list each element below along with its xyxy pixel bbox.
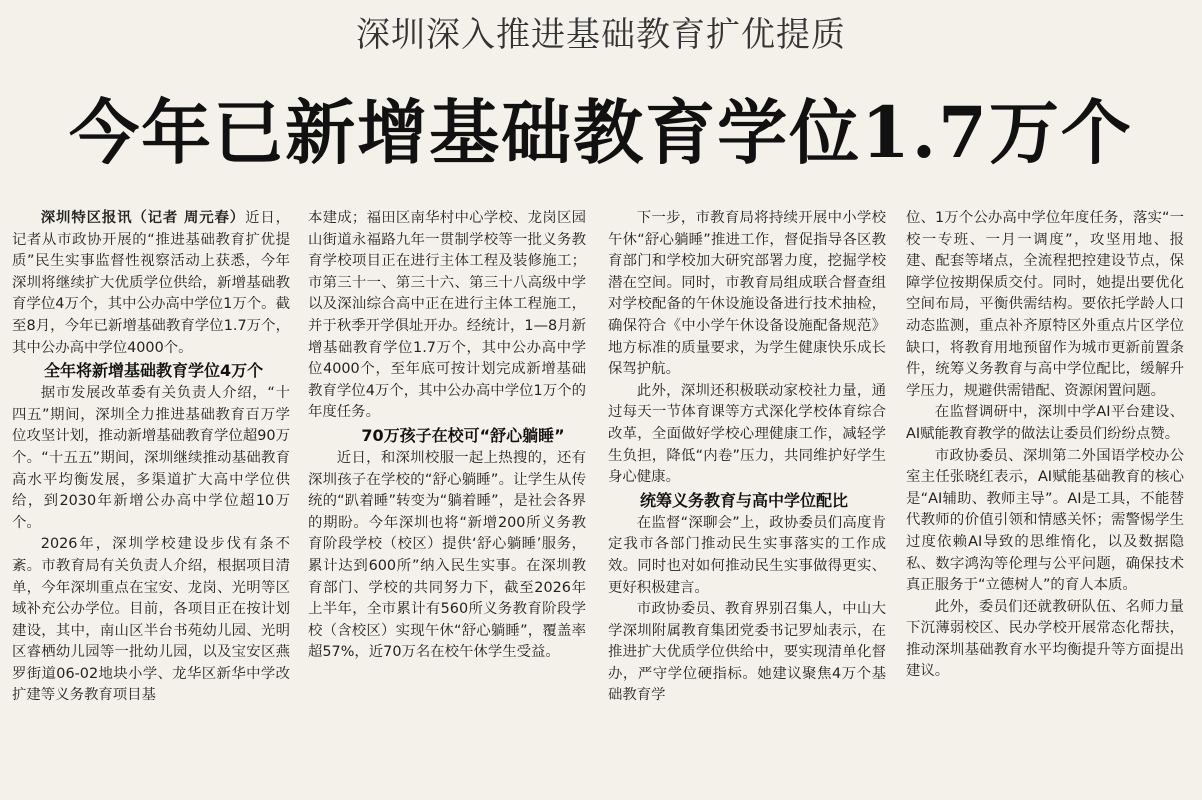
paragraph: 在监督“深聊会”上，政协委员们高度肯定我市各部门推动民生实事落实的工作成效。同时也对如何推动民生实事做得更实、更好积极建言。	[608, 514, 886, 596]
article-byline: 深圳特区报讯（记者 周元春）	[40, 210, 246, 226]
paragraph: 近日，和深圳校服一起上热搜的，还有深圳孩子在学校的“舒心躺睡”。让学生从传统的“趴着睡”转变为“躺着睡”，是社会各界的期盼。今年深圳也将“新增200所义务教育阶段学校（校区）提供‘舒心躺睡’服务，累计达到600所”纳入民生实事。在深圳教育部门、学校的共同努力下，截至2026年上半年，全市累计有560所义务教育阶段学校（含校区）实现午休“舒心躺睡”，覆盖率超57%，近70万名在校午休学生受益。	[308, 449, 586, 661]
article-headline: 今年已新增基础教育学位1.7万个	[69, 91, 1133, 174]
article-column-2	[308, 208, 586, 800]
lead-text: 近日，记者从市政协开展的“推进基础教育扩优提质”民生实事监督性视察活动上获悉，今年深圳将继续扩大优质学位供给，新增基础教育学位4万个，其中公办高中学位1万个。截至8月，今年已新增基础教育学位1.7万个，其中公办高中学位4000个。	[12, 210, 290, 356]
paragraph: 下一步，市教育局将持续开展中小学校午休“舒心躺睡”推进工作，督促指导各区教育部门和学校加大研究部署力度，挖掘学校潜在空间。同时，市教育局组成联合督查组对学校配备的午休设施设备进行技术抽检，确保符合《中小学午休设备设施配备规范》地方标准的质量要求，为学生健康快乐成长保驾护航。	[608, 210, 886, 378]
paragraph: 2026年，深圳学校建设步伐有条不紊。市教育局有关负责人介绍，根据项目清单，今年深圳重点在宝安、龙岗、光明等区域补充公办学位。目前，各项目正在按计划建设，其中，南山区半台书苑幼儿园、光明区睿栖幼儿园等一批幼儿园，以及宝安区燕罗街道06-02地块小学、龙华区新华中学改扩建等义务教育项目基	[12, 536, 290, 704]
paragraph: 在监督调研中，深圳中学AI平台建设、AI赋能教育教学的做法让委员们纷纷点赞。	[906, 404, 1184, 442]
paragraph: 此外，深圳还积极联动家校社力量，通过每天一节体育课等方式深化学校体育综合改革，全面做好学校心理健康工作，减轻学生负担，降低“内卷”压力，共同维护好学生身心健康。	[608, 382, 886, 486]
paragraph: 此外，委员们还就教研队伍、名师力量下沉薄弱校区、民办学校开展常态化帮扶，推动深圳基础教育水平均衡提升等方面提出建议。	[906, 598, 1184, 680]
section-heading: 70万孩子在校可“舒心躺睡”	[361, 425, 565, 445]
paragraph: 位、1万个公办高中学位年度任务，落实“一校一专班、一月一调度”，攻坚用地、报建、配套等堵点，全流程把控建设节点，保障学位按期保质交付。同时，她提出要优化空间布局，平衡供需结构。要依托学龄人口动态监测，重点补齐原特区外重点片区学位缺口，将教育用地预留作为城市更新前置条件，统筹义务教育与高中学位配比，缓解升学压力，规避供需错配、资源闲置问题。	[906, 210, 1184, 399]
article-kicker: 深圳深入推进基础教育扩优提质	[356, 15, 846, 55]
article-column-1	[12, 208, 290, 800]
paragraph: 据市发展改革委有关负责人介绍，“十四五”期间，深圳全力推进基础教育百万学位攻坚计划，推动新增基础教育学位超90万个。“十五五”期间，深圳继续推动基础教育高水平均衡发展，多渠道扩大高中学位供给，到2030年新增公办高中学位超10万个。	[12, 385, 290, 531]
article-column-3	[608, 208, 886, 800]
article-column-4	[906, 208, 1184, 800]
paragraph: 市政协委员、深圳第二外国语学校办公室主任张晓红表示，AI赋能基础教育的核心是“AI辅助、教师主导”。AI是工具，不能替代教师的价值引领和情感关怀；需警惕学生过度依赖AI导致的思维惰化，以及数据隐私、数字鸿沟等伦理与公平问题，确保技术真正服务于“立德树人”的育人本质。	[906, 447, 1184, 594]
paragraph: 市政协委员、教育界别召集人，中山大学深圳附属教育集团党委书记罗灿表示，在推进扩大优质学位供给中，要实现清单化督办，严守学位硬指标。她建议聚焦4万个基础教育学	[608, 601, 886, 704]
paragraph: 本建成；福田区南华村中心学校、龙岗区园山街道永福路九年一贯制学校等一批义务教育学校项目正在进行主体工程及装修施工；市第三十一、第三十六、第三十八高级中学以及深汕综合高中正在进行主体工程施工，并于秋季开学俱址开办。经统计，1—8月新增基础教育学位1.7万个，其中公办高中学位4000个，至年底可按计划完成新增基础教育学位4万个，其中公办高中学位1万个的年度任务。	[308, 210, 586, 421]
paragraph	[12, 208, 290, 359]
section-heading: 统筹义务教育与高中学位配比	[640, 490, 849, 510]
section-heading: 全年将新增基础教育学位4万个	[44, 361, 264, 381]
